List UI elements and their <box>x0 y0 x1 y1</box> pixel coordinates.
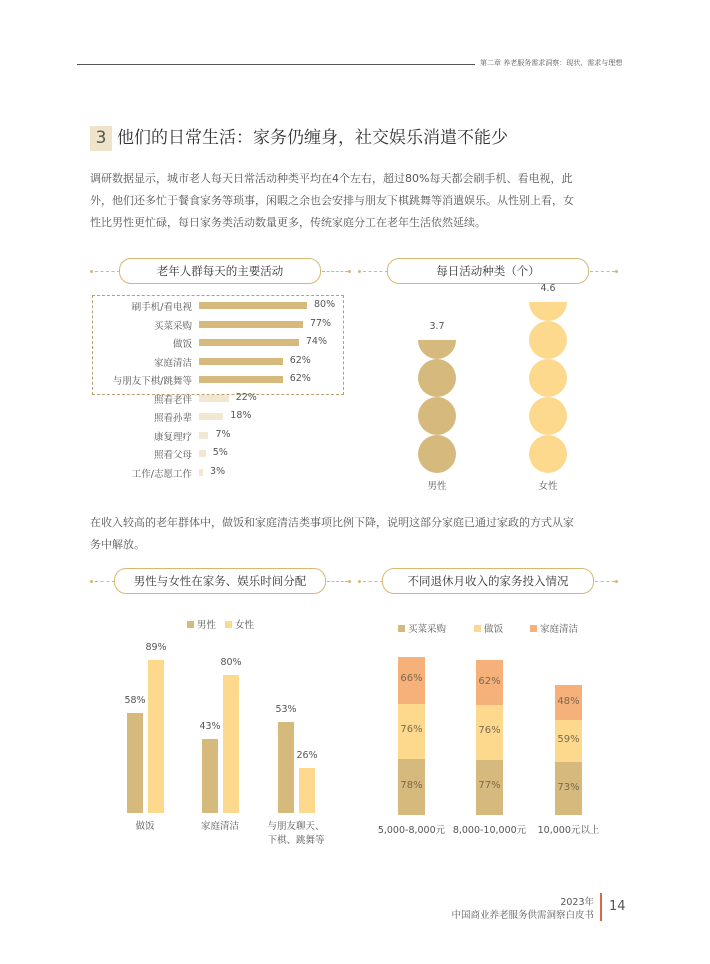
income-category: 8,000-10,000元 <box>452 825 527 836</box>
gender-time-value: 53% <box>275 703 297 715</box>
activity-value: 62% <box>289 373 311 384</box>
legend-label: 男性 <box>197 620 217 631</box>
income-line-2: 务中解放。 <box>90 538 145 551</box>
income-stack-value: 66% <box>400 673 423 685</box>
gender-time-value: 80% <box>220 657 242 669</box>
intro-line-2: 外，他们还多忙于餐食家务等琐事，闲暇之余也会安排与朋友下棋跳舞等消遣娱乐。从性别上看，女 <box>90 194 574 207</box>
gender-time-value: 89% <box>145 641 167 653</box>
chart4-title: 不同退休月收入的家务投入情况 <box>382 568 594 594</box>
activity-label: 家庭清洁 <box>153 357 192 369</box>
activity-value: 22% <box>235 391 257 403</box>
activity-value: 18% <box>230 410 252 421</box>
chapter-header: 第二章 养老服务需求洞察：现状、需求与理想 <box>480 59 623 67</box>
activity-count-value: 4.6 <box>540 283 556 294</box>
activity-label: 做饭 <box>172 339 192 350</box>
footer-title: 中国商业养老服务供需洞察白皮书 <box>451 910 594 921</box>
page-number: 14 <box>609 899 626 914</box>
activity-label: 刷手机/看电视 <box>131 302 192 313</box>
activity-label: 照看孙辈 <box>153 413 192 424</box>
activity-value: 74% <box>305 336 328 347</box>
activity-count-value: 3.7 <box>429 321 445 332</box>
income-stack-value: 77% <box>478 780 501 792</box>
activity-label: 康复理疗 <box>153 431 192 443</box>
chart1-title: 老年人群每天的主要活动 <box>119 258 321 284</box>
intro-line-3: 性比男性更忙碌，每日家务类活动数量更多，传统家庭分工在老年生活依然延续。 <box>90 216 486 229</box>
gender-time-value: 43% <box>199 721 221 733</box>
income-stack-value: 48% <box>557 695 580 707</box>
income-stack-value: 73% <box>557 781 580 793</box>
category-line: 做饭 <box>135 821 155 832</box>
activity-label: 照看父母 <box>153 450 192 461</box>
activity-value: 5% <box>212 447 228 458</box>
chart2-title: 每日活动种类（个） <box>387 258 589 284</box>
category-line: 与朋友聊天、 <box>267 821 325 832</box>
activity-value: 77% <box>309 317 332 329</box>
activity-label: 工作/志愿工作 <box>131 468 192 480</box>
section-title: 他们的日常生活：家务仍缠身，社交娱乐消遣不能少 <box>117 128 508 148</box>
legend-label: 家庭清洁 <box>540 624 579 635</box>
legend-label: 女性 <box>235 620 255 631</box>
activity-label: 照看老伴 <box>153 394 192 406</box>
activity-label: 与朋友下棋/跳舞等 <box>112 376 192 387</box>
category-line: 家庭清洁 <box>200 821 239 832</box>
activity-value: 62% <box>289 354 311 366</box>
gender-time-value: 58% <box>124 695 146 707</box>
income-category: 10,000元以上 <box>537 825 600 836</box>
category-line: 下棋、跳舞等 <box>267 835 325 846</box>
legend-swatch <box>474 625 481 632</box>
income-stack-value: 59% <box>557 734 580 746</box>
income-category: 5,000-8,000元 <box>377 825 446 836</box>
chart3-title: 男性与女性在家务、娱乐时间分配 <box>114 568 326 594</box>
footer-year: 2023年 <box>560 897 594 908</box>
gender-label: 男性 <box>427 481 447 492</box>
income-stack-value: 76% <box>400 724 423 736</box>
legend-label: 做饭 <box>484 624 504 635</box>
gender-time-value: 26% <box>296 750 318 762</box>
activity-value: 7% <box>215 428 231 440</box>
income-stack-value: 78% <box>400 779 423 791</box>
activity-value: 3% <box>210 465 226 477</box>
gender-label: 女性 <box>538 481 558 492</box>
income-stack-value: 62% <box>478 675 501 687</box>
activity-label: 买菜采购 <box>153 320 192 332</box>
legend-swatch <box>398 625 405 632</box>
section-number: 3 <box>90 126 112 151</box>
intro-line-1: 调研数据显示，城市老人每天日常活动种类平均在4个左右，超过80%每天都会刷手机、看电视，此 <box>90 172 573 185</box>
legend-label: 买菜采购 <box>408 624 447 635</box>
footer-divider <box>600 893 602 921</box>
activity-value: 80% <box>314 299 336 310</box>
income-stack-value: 76% <box>478 725 501 737</box>
legend-swatch <box>530 625 537 632</box>
income-line-1: 在收入较高的老年群体中，做饭和家庭清洁类事项比例下降，说明这部分家庭已通过家政的方式从家 <box>90 516 574 529</box>
